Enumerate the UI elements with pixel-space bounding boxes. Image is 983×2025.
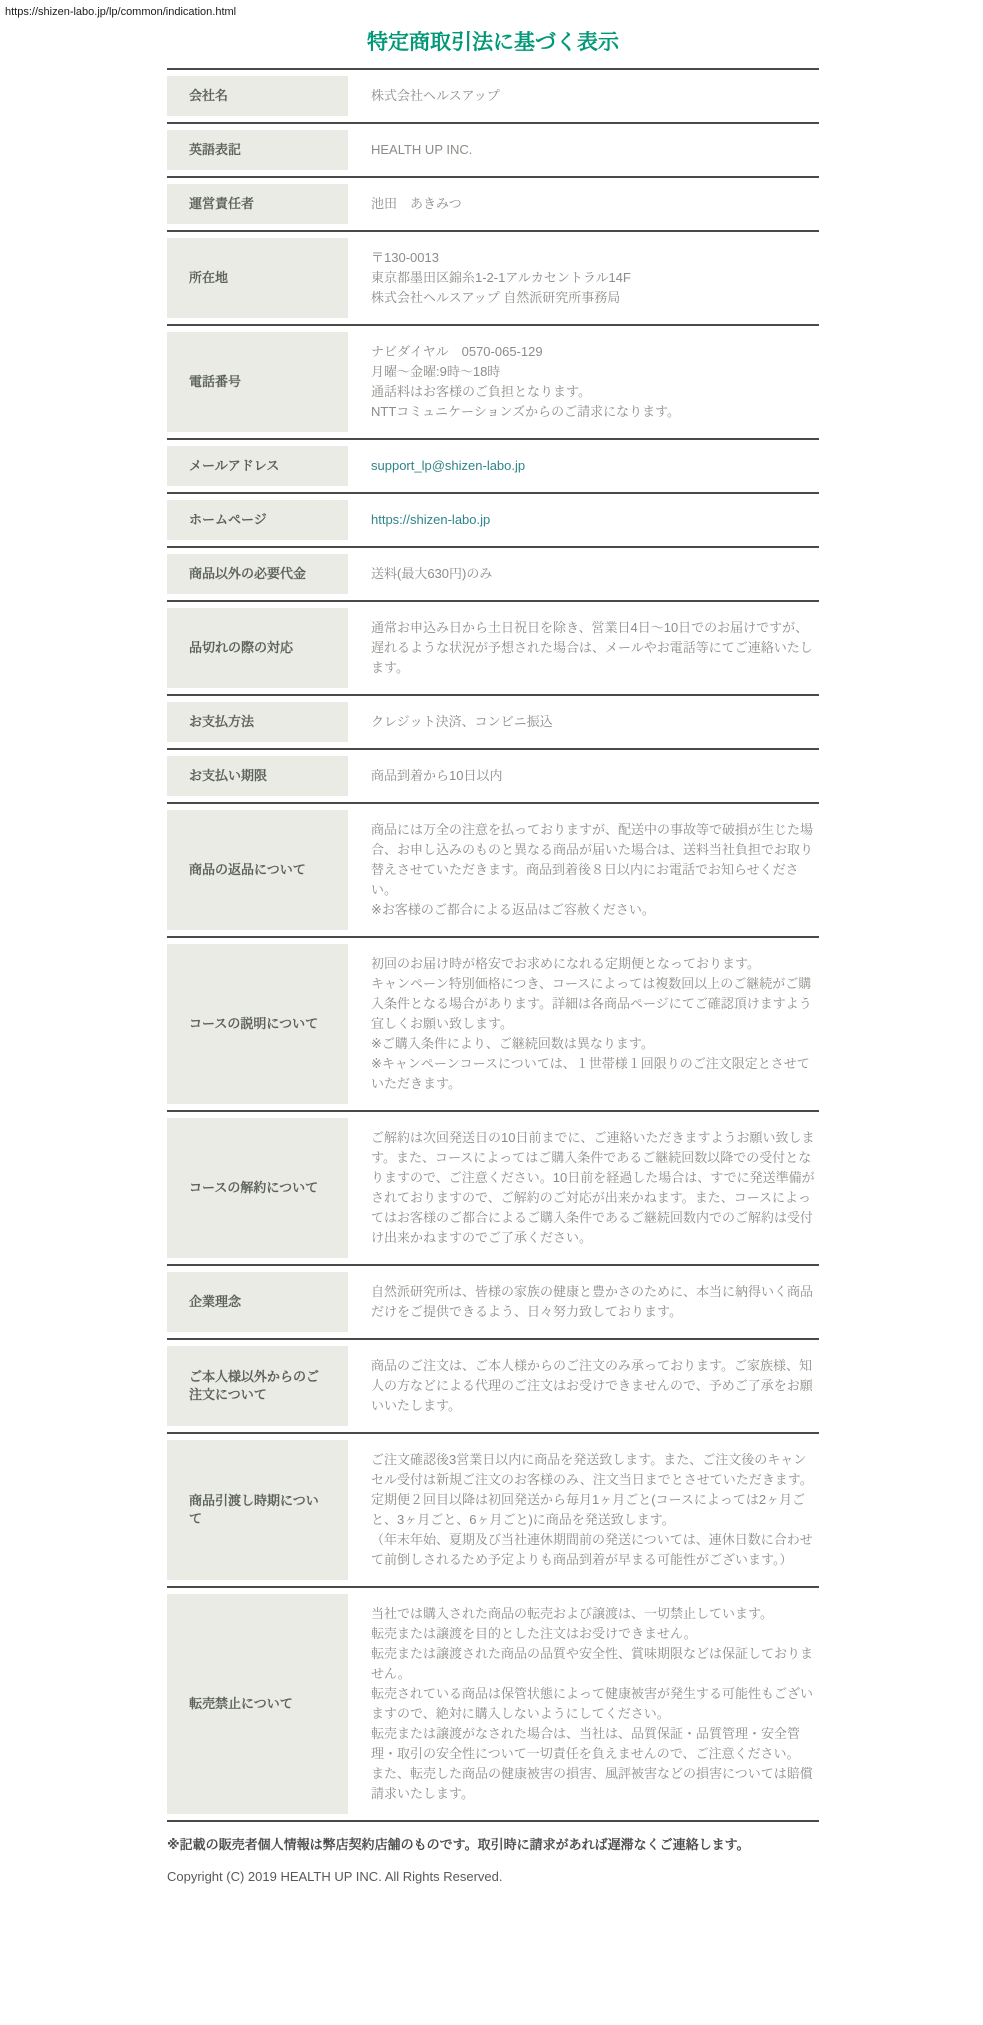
row-label: 所在地 <box>167 238 348 318</box>
table-row <box>167 546 819 600</box>
value-line: 当社では購入された商品の転売および譲渡は、一切禁止しています。 <box>371 1606 773 1621</box>
row-label: 運営責任者 <box>167 184 348 224</box>
table-row <box>167 1110 819 1264</box>
value-line: 転売または譲渡された商品の品質や安全性、賞味期限などは保証しておりません。 <box>371 1646 814 1681</box>
value-line: 商品には万全の注意を払っておりますが、配送中の事故等で破損が生じた場合、お申し込みのものと異なる商品が届いた場合は、送料当社負担でお取り替えさせていただきます。商品到着後８日以内にお電話でお知らせください。 <box>371 822 814 897</box>
row-label: ご本人様以外からのご注文について <box>167 1346 348 1426</box>
row-value <box>348 326 819 438</box>
value-line: 転売または譲渡を目的とした注文はお受けできません。 <box>371 1626 697 1641</box>
table-row <box>167 176 819 230</box>
value-line <box>371 456 819 476</box>
table-row <box>167 438 819 492</box>
row-label: 商品以外の必要代金 <box>167 554 348 594</box>
row-value <box>348 938 819 1110</box>
row-label: 品切れの際の対応 <box>167 608 348 688</box>
table-row <box>167 68 819 122</box>
value-line: ※ご購入条件により、ご継続回数は異なります。 <box>371 1036 654 1051</box>
row-label: 企業理念 <box>167 1272 348 1332</box>
value-line: 〒130-0013 <box>371 250 439 265</box>
value-line: キャンペーン特別価格につき、コースによっては複数回以上のご継続がご購入条件となる場合があります。詳細は各商品ページにてご確認頂けますよう宜しくお願い致します。 <box>371 976 812 1031</box>
value-line: ナビダイヤル 0570-065-129 <box>371 344 543 359</box>
value-line: クレジット決済、コンビニ振込 <box>371 714 553 729</box>
copyright: Copyright (C) 2019 HEALTH UP INC. All Rights Reserved. <box>167 1869 503 1884</box>
row-value <box>348 178 819 230</box>
value-line: 商品のご注文は、ご本人様からのご注文のみ承っております。ご家族様、知人の方などによる代理のご注文はお受けできませんので、予めご了承をお願いいたします。 <box>371 1358 813 1413</box>
row-value <box>348 804 819 936</box>
value-line: NTTコミュニケーションズからのご請求になります。 <box>371 404 681 419</box>
value-line: 定期便２回目以降は初回発送から毎月1ヶ月ごと(コースによっては2ヶ月ごと、3ヶ月ごと、6ヶ月ごと)に商品を発送致します。 <box>371 1492 806 1527</box>
email-link[interactable]: support_lp@shizen-labo.jp <box>371 458 526 473</box>
value-line: 通常お申込み日から土日祝日を除き、営業日4日～10日でのお届けですが、遅れるような状況が予想された場合は、メールやお電話等にてご連絡いたします。 <box>371 620 813 675</box>
row-label: 商品の返品について <box>167 810 348 930</box>
page-title: 特定商取引法に基づく表示 <box>367 31 619 54</box>
row-label: 商品引渡し時期について <box>167 1440 348 1580</box>
value-line: 送料(最大630円)のみ <box>371 566 493 581</box>
row-label: お支払い期限 <box>167 756 348 796</box>
row-value <box>348 602 819 694</box>
footnote: ※記載の販売者個人情報は弊店契約店舗のものです。取引時に請求があれば遅滞なくご連絡します。 <box>167 1837 750 1852</box>
value-line: また、転売した商品の健康被害の損害、風評被害などの損害については賠償請求いたします。 <box>371 1766 813 1801</box>
row-value <box>348 1340 819 1432</box>
value-line: 転売または譲渡がなされた場合は、当社は、品質保証・品質管理・安全管理・取引の安全性について一切責任を負えませんので、ご注意ください。 <box>371 1726 801 1761</box>
row-label: 会社名 <box>167 76 348 116</box>
table-row <box>167 1586 819 1820</box>
table-row <box>167 694 819 748</box>
value-line: ご解約は次回発送日の10日前までに、ご連絡いただきますようお願い致します。また、コースによってはご購入条件であるご継続回数以降での受付となりますので、ご注意ください。10日前を経過した場合は、すでに発送準備がされておりますので、ご解約のご対応が出来かねます。また、コースによってはお客様のご都合によるご購入条件であるご継続回数内でのご解約は受付け出来かねますのでご了承ください。 <box>371 1130 815 1245</box>
row-label: 英語表記 <box>167 130 348 170</box>
table-row <box>167 1264 819 1338</box>
row-label: 電話番号 <box>167 332 348 432</box>
table-row <box>167 492 819 546</box>
value-line: 商品到着から10日以内 <box>371 768 503 783</box>
value-line: HEALTH UP INC. <box>371 142 473 157</box>
table-row <box>167 122 819 176</box>
value-line: 東京都墨田区錦糸1-2-1アルカセントラル14F <box>371 270 631 285</box>
table-row <box>167 230 819 324</box>
row-value <box>348 124 819 176</box>
row-label: コースの説明について <box>167 944 348 1104</box>
value-line: 転売されている商品は保管状態によって健康被害が発生する可能性もございますので、絶対に購入しないようにしてください。 <box>371 1686 814 1721</box>
row-value <box>348 1588 819 1820</box>
value-line <box>371 510 819 530</box>
value-line: 株式会社ヘルスアップ <box>371 88 500 103</box>
row-value <box>348 1266 819 1338</box>
value-line: 月曜～金曜:9時～18時 <box>371 364 501 379</box>
table-row <box>167 324 819 438</box>
row-label: ホームページ <box>167 500 348 540</box>
row-value <box>348 494 819 546</box>
row-value <box>348 232 819 324</box>
table-row <box>167 1338 819 1432</box>
row-label: 転売禁止について <box>167 1594 348 1814</box>
table-row <box>167 802 819 936</box>
value-line: 株式会社ヘルスアップ 自然派研究所事務局 <box>371 290 621 305</box>
row-value <box>348 70 819 122</box>
sctl-table <box>167 68 819 1822</box>
table-row <box>167 748 819 802</box>
row-value <box>348 1112 819 1264</box>
value-line: （年末年始、夏期及び当社連休期間前の発送については、連休日数に合わせて前倒しされるため予定よりも商品到着が早まる可能性がございます。） <box>371 1532 813 1567</box>
value-line: 初回のお届け時が格安でお求めになれる定期便となっております。 <box>371 956 760 971</box>
value-line: ※キャンペーンコースについては、１世帯様１回限りのご注文限定とさせていただきます。 <box>371 1056 810 1091</box>
page-url-caption: https://shizen-labo.jp/lp/common/indication.html <box>5 6 237 18</box>
homepage-link[interactable]: https://shizen-labo.jp <box>371 512 491 527</box>
row-value <box>348 440 819 492</box>
table-row <box>167 936 819 1110</box>
row-label: メールアドレス <box>167 446 348 486</box>
row-label: お支払方法 <box>167 702 348 742</box>
row-value <box>348 548 819 600</box>
value-line: 池田 あきみつ <box>371 196 462 211</box>
row-value <box>348 1434 819 1586</box>
value-line: ※お客様のご都合による返品はご容赦ください。 <box>371 902 655 917</box>
table-row <box>167 1432 819 1586</box>
value-line: ご注文確認後3営業日以内に商品を発送致します。また、ご注文後のキャンセル受付は新規ご注文のお客様のみ、注文当日までとさせていただきます。 <box>371 1452 813 1487</box>
row-value <box>348 750 819 802</box>
table-row <box>167 600 819 694</box>
value-line: 自然派研究所は、皆様の家族の健康と豊かさのために、本当に納得いく商品だけをご提供できるよう、日々努力致しております。 <box>371 1284 814 1319</box>
row-value <box>348 696 819 748</box>
row-label: コースの解約について <box>167 1118 348 1258</box>
value-line: 通話料はお客様のご負担となります。 <box>371 384 591 399</box>
